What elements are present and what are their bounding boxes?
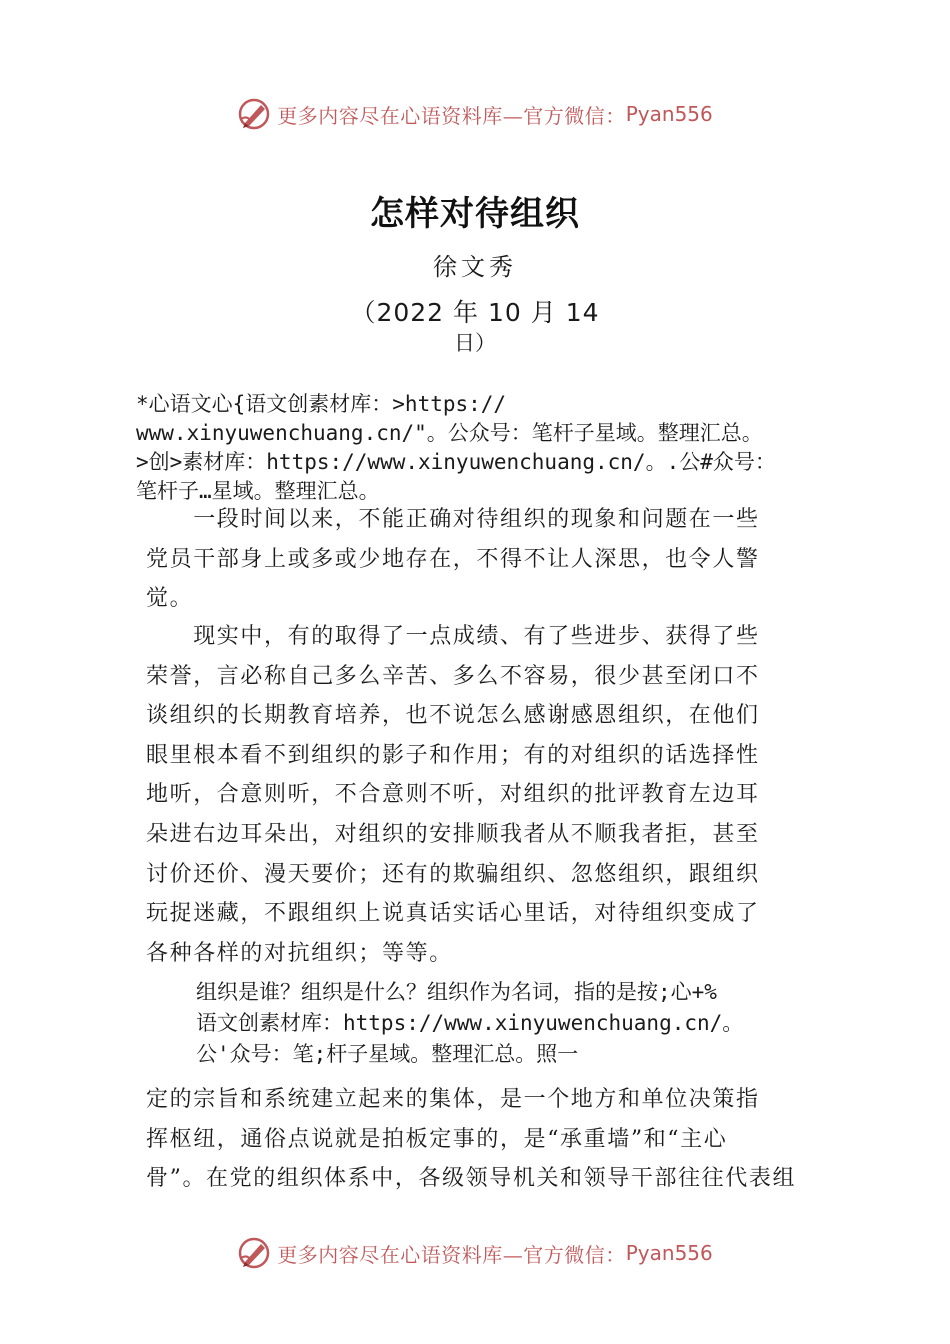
text-line: 一段时间以来，不能正确对待组织的现象和问题在一些 [146, 507, 760, 532]
text-line: 朵进右边耳朵出，对组织的安排顺我者从不顺我者拒，甚至 [146, 821, 760, 847]
text-line: 组织是谁？组织是什么？组织作为名词，指的是按;心+% [196, 980, 717, 1004]
paragraph-3 [196, 977, 836, 1070]
text-line: 挥枢纽，通俗点说就是拍板定事的，是“承重墙”和“主心 [146, 1126, 728, 1152]
header-banner [0, 94, 950, 134]
text-line: 党员干部身上或多或少地存在，不得不让人深思，也令人警 [146, 546, 760, 572]
document-title: 怎样对待组织 [370, 194, 580, 234]
text-line: 讨价还价、漫天要价；还有的欺骗组织、忽悠组织，跟组织 [146, 861, 760, 887]
document-author: 徐文秀 [433, 253, 517, 281]
paragraph-4 [146, 1080, 826, 1199]
pen-logo-icon [237, 1236, 271, 1270]
banner-text: 更多内容尽在心语资料库—官方微信： [277, 103, 626, 128]
document-date-line2: 日） [454, 331, 496, 355]
date-year: 2022 [376, 298, 445, 327]
text-line: 定的宗旨和系统建立起来的集体，是一个地方和单位决策指 [146, 1087, 760, 1112]
date-open-paren: （ [350, 298, 377, 327]
paragraph-1 [146, 500, 826, 619]
text-line: 公'众号：笔;杆子星域。整理汇总。照一 [196, 1042, 579, 1066]
date-month-unit: 月 [530, 298, 557, 327]
text-line: 荣誉，言必称自己多么辛苦、多么不容易，很少甚至闭口不 [146, 663, 760, 689]
footer-banner [0, 1233, 950, 1273]
text-line: 谈组织的长期教育培养，也不说怎么感谢感恩组织，在他们 [146, 703, 760, 729]
notice-line: www.xinyuwenchuang.cn/"。公众号：笔杆子星域。整理汇总。 [136, 421, 763, 445]
date-year-unit: 年 [453, 298, 480, 327]
banner-wechat-id: Pyan556 [625, 102, 713, 126]
text-line: 语文创素材库：https://www.xinyuwenchuang.cn/。 [196, 1011, 744, 1035]
notice-line: >创>素材库：https://www.xinyuwenchuang.cn/。.公#众号： [136, 450, 776, 474]
text-line: 觉。 [146, 586, 194, 612]
document-date-line1 [0, 293, 950, 329]
date-day: 14 [565, 298, 600, 327]
paragraph-2 [146, 617, 826, 973]
text-line: 地听，合意则听，不合意则不听，对组织的批评教育左边耳 [146, 782, 760, 808]
banner-wechat-id: Pyan556 [625, 1241, 713, 1265]
text-line: 玩捉迷藏，不跟组织上说真话实话心里话，对待组织变成了 [146, 901, 760, 927]
notice-line: 笔杆子…星域。整理汇总。 [136, 479, 380, 503]
text-line: 现实中，有的取得了一点成绩、有了些进步、获得了些 [146, 624, 760, 649]
banner-text: 更多内容尽在心语资料库—官方微信： [277, 1242, 626, 1267]
date-month: 10 [488, 298, 522, 327]
source-notice [136, 390, 836, 506]
text-line: 骨”。在党的组织体系中，各级领导机关和领导干部往往代表组 [146, 1166, 797, 1192]
notice-line: *心语文心{语文创素材库：>https:// [136, 392, 507, 416]
text-line: 眼里根本看不到组织的影子和作用；有的对组织的话选择性 [146, 742, 760, 768]
text-line: 各种各样的对抗组织；等等。 [146, 940, 453, 966]
pen-logo-icon [237, 97, 271, 131]
